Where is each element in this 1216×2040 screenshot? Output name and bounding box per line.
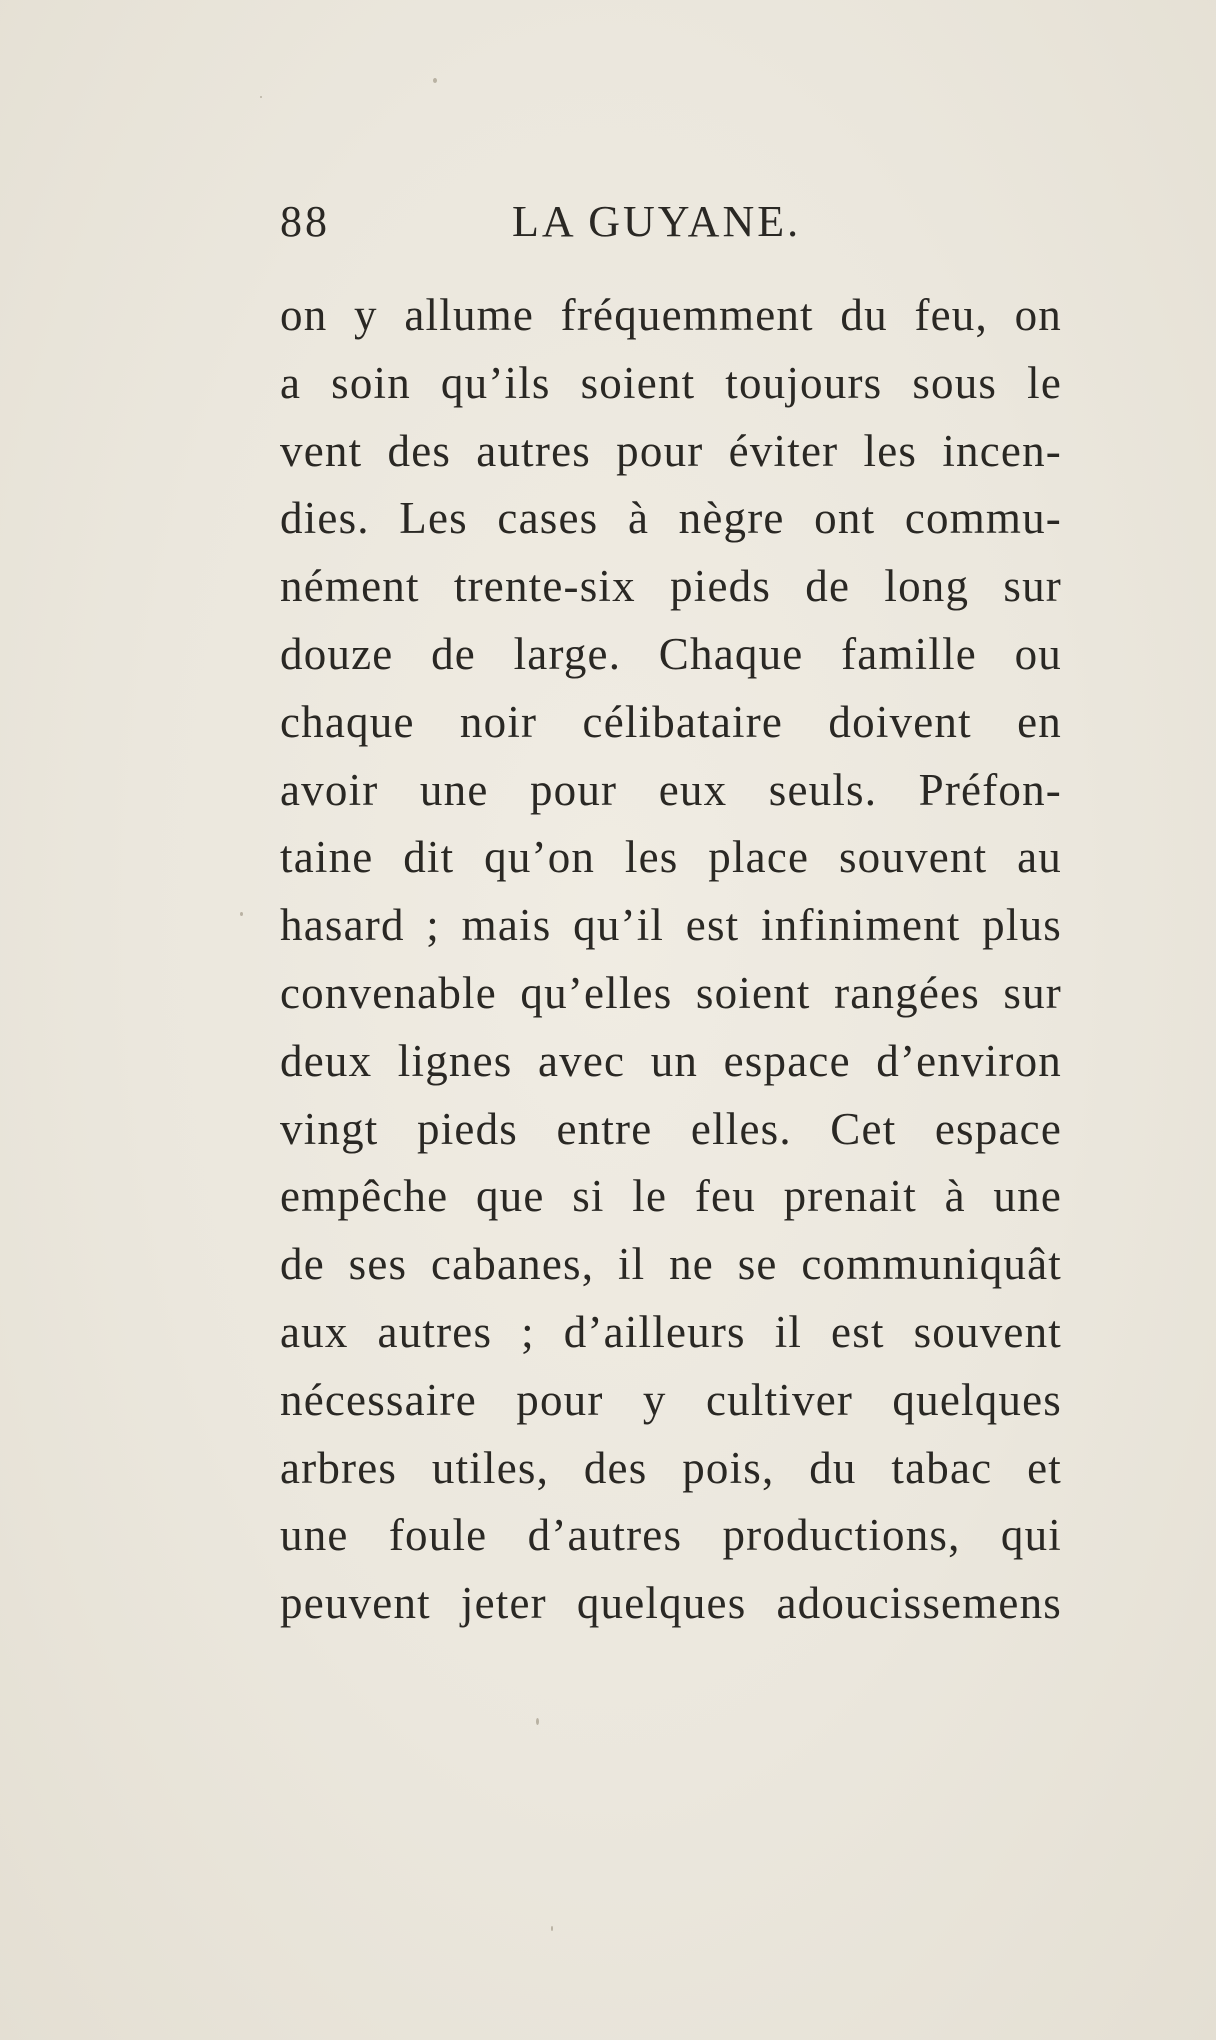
text-line: arbres utiles, des pois, du tabac et <box>280 1442 1062 1493</box>
text-line: empêche que si le feu prenait à une <box>280 1171 1062 1222</box>
page-header <box>280 196 1062 256</box>
body-text <box>280 282 1062 1638</box>
text-line: vent des autres pour éviter les incen- <box>280 425 1062 476</box>
text-line: vingt pieds entre elles. Cet espace <box>280 1103 1062 1154</box>
text-line: hasard ; mais qu’il est infiniment plus <box>280 900 1062 951</box>
text-line: de ses cabanes, il ne se communiquât <box>280 1239 1062 1290</box>
text-line: nécessaire pour y cultiver quelques <box>280 1374 1062 1425</box>
paper-speck <box>536 1718 539 1725</box>
page-number: 88 <box>280 197 330 246</box>
paper-speck <box>240 912 243 916</box>
text-line: convenable qu’elles soient rangées sur <box>280 967 1062 1018</box>
text-line: avoir une pour eux seuls. Préfon- <box>280 764 1062 815</box>
text-line: peuvent jeter quelques adoucissemens <box>280 1578 1062 1629</box>
text-line: a soin qu’ils soient toujours sous le <box>280 357 1062 408</box>
text-line: deux lignes avec un espace d’environ <box>280 1035 1062 1086</box>
running-title: LA GUYANE. <box>512 197 802 246</box>
text-line: chaque noir célibataire doivent en <box>280 696 1062 747</box>
text-line: aux autres ; d’ailleurs il est souvent <box>280 1306 1062 1357</box>
text-line: taine dit qu’on les place souvent au <box>280 832 1062 883</box>
text-line: douze de large. Chaque famille ou <box>280 628 1062 679</box>
text-line: une foule d’autres productions, qui <box>280 1510 1062 1561</box>
text-line: dies. Les cases à nègre ont commu- <box>280 493 1062 544</box>
paper-speck <box>260 96 262 98</box>
text-line: nément trente-six pieds de long sur <box>280 561 1062 612</box>
paper-speck <box>433 78 437 83</box>
paper-speck <box>551 1926 553 1931</box>
text-line: on y allume fréquemment du feu, on <box>280 290 1062 340</box>
